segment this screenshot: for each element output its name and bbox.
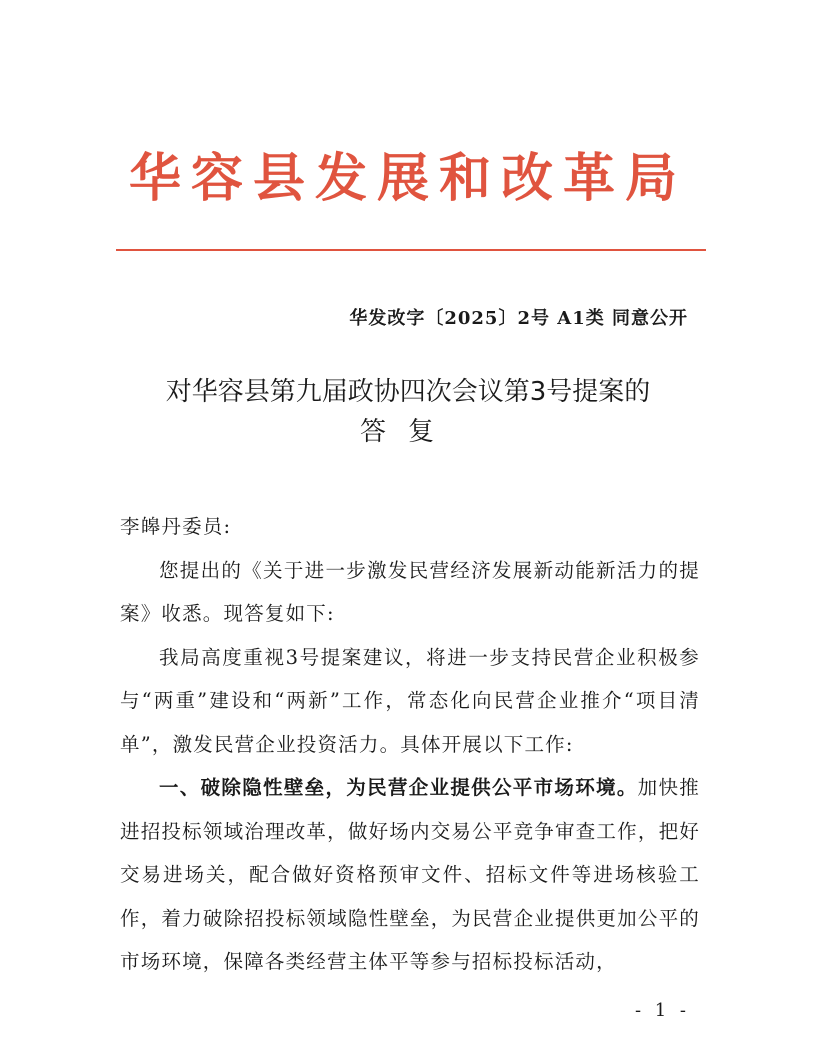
org-letterhead-title: 华容县发展和改革局 (128, 148, 687, 209)
letterhead-red-rule (116, 249, 706, 251)
salutation: 李皞丹委员: (120, 515, 232, 538)
document-title-line1: 对华容县第九届政协四次会议第3号提案的 (165, 377, 651, 407)
paragraph: 您提出的《关于进一步激发民营经济发展新动能新活力的提案》收悉。现答复如下: (120, 558, 700, 625)
paragraph: 我局高度重视3号提案建议，将进一步支持民营企业积极参与“两重”建设和“两新”工作，常态化向民营企业推介“项目清单”，激发民营企业投资活力。具体开展以下工作: (120, 645, 700, 756)
section-text: 加快推进招投标领域治理改革，做好场内交易公平竞争审查工作，把好交易进场关，配合做好资格预审文件、招标文件等进场核验工作，着力破除招投标领域隐性壁垒，为民营企业提供更加公平的市场环境，保障各类经营主体平等参与招标投标活动， (120, 776, 700, 973)
document-title (0, 372, 816, 452)
section-paragraph (120, 766, 700, 984)
document-title-line2: 答复 (359, 417, 456, 447)
page-number: - 1 - (634, 1000, 690, 1021)
document-body (120, 505, 700, 984)
section-heading: 一、破除隐性壁垒，为民营企业提供公平市场环境。 (159, 776, 638, 799)
document-number: 华发改字〔2025〕2号 A1类 同意公开 (349, 308, 688, 329)
